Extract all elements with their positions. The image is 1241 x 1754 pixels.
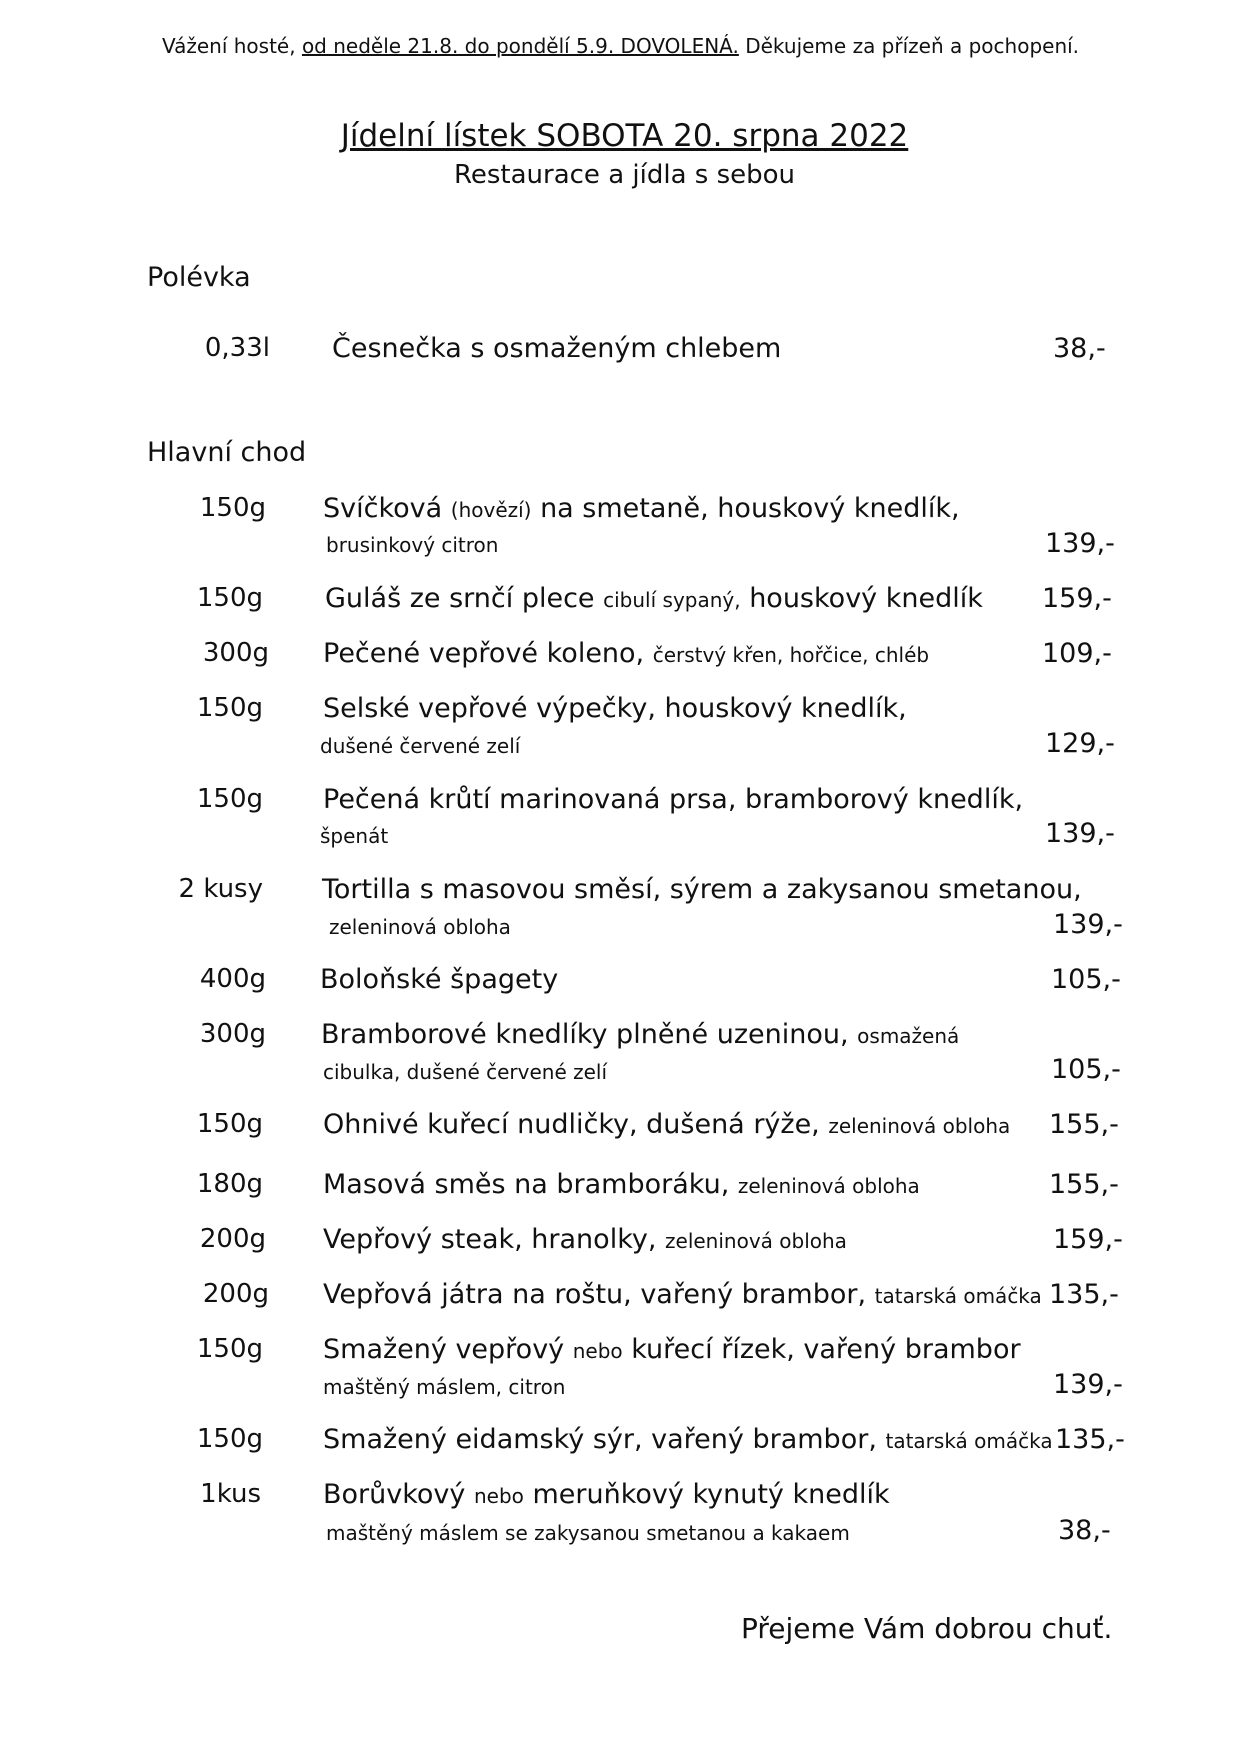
menu-item [0,1224,1241,1264]
item-price: 139,- [1053,909,1123,940]
item-name: Masová směs na bramboráku, zeleninová obloha [323,1169,920,1200]
item-price: 135,- [1049,1279,1119,1310]
item-name: Smažený eidamský sýr, vařený brambor, tatarská omáčka [323,1424,1053,1455]
item-name: Svíčková (hovězí) na smetaně, houskový knedlík, [323,493,960,524]
item-price: 38,- [1058,1515,1111,1546]
item-name: Vepřová játra na roštu, vařený brambor, tatarská omáčka [323,1279,1042,1310]
item-portion: 180g [196,1169,263,1199]
menu-item [0,583,1241,623]
item-name: Selské vepřové výpečky, houskový knedlík, [323,693,907,724]
menu-item [0,874,1241,914]
item-portion: 200g [199,1224,266,1254]
item-portion: 1kus [200,1479,261,1509]
item-name: Smažený vepřový nebo kuřecí řízek, vařený brambor [323,1334,1021,1365]
item-name: Bramborové knedlíky plněné uzeninou, osmažená [321,1019,960,1050]
item-name: Tortilla s masovou směsí, sýrem a zakysanou smetanou, [322,874,1082,905]
item-price: 135,- [1055,1424,1125,1455]
menu-title: Jídelní lístek SOBOTA 20. srpna 2022 [340,118,909,154]
item-name: Ohnivé kuřecí nudličky, dušená rýže, zeleninová obloha [323,1109,1011,1140]
item-portion: 150g [196,1334,263,1364]
item-price: 139,- [1053,1369,1123,1400]
menu-item [0,1109,1241,1149]
menu-subtitle: Restaurace a jídla s sebou [453,160,796,190]
item-price: 105,- [1051,1054,1121,1085]
item-price: 159,- [1042,583,1112,614]
item-portion: 150g [196,784,263,814]
item-portion: 300g [199,1019,266,1049]
soup-heading: Polévka [147,262,251,293]
item-description: brusinkový citron [326,533,499,557]
item-name: Pečené vepřové koleno, čerstvý křen, hořčice, chléb [323,638,930,669]
vacation-notice [0,34,1241,58]
menu-item [0,493,1241,533]
item-portion: 300g [202,638,269,668]
item-name: Vepřový steak, hranolky, zeleninová obloha [323,1224,847,1255]
main-course-heading: Hlavní chod [147,437,307,468]
item-portion: 0,33l [204,333,270,363]
item-description: cibulka, dušené červené zelí [323,1060,608,1084]
menu-item [0,1479,1241,1519]
item-price: 159,- [1053,1224,1123,1255]
item-description: dušené červené zelí [320,734,521,758]
item-name: Česnečka s osmaženým chlebem [332,333,782,364]
item-description: maštěný máslem, citron [323,1375,566,1399]
item-price: 129,- [1045,728,1115,759]
menu-item [0,1424,1241,1464]
menu-item [0,1334,1241,1374]
item-price: 155,- [1049,1109,1119,1140]
item-name: Pečená krůtí marinovaná prsa, bramborový knedlík, [323,784,1024,815]
item-name: Boloňské špagety [320,964,559,995]
menu-item [0,333,1241,373]
menu-item [0,638,1241,678]
menu-item [0,1019,1241,1059]
item-name: Borůvkový nebo meruňkový kynutý knedlík [323,1479,890,1510]
menu-item [0,1169,1241,1209]
item-portion: 150g [196,1109,263,1139]
item-price: 139,- [1045,818,1115,849]
item-name: Guláš ze srnčí plece cibulí sypaný, houskový knedlík [325,583,983,614]
item-portion: 150g [199,493,266,523]
closing-wish: Přejeme Vám dobrou chuť. [741,1612,1113,1645]
notice-thanks: Děkujeme za přízeň a pochopení. [738,34,1080,58]
item-description: zeleninová obloha [329,915,511,939]
item-description: špenát [320,824,389,848]
item-portion: 150g [196,583,263,613]
item-price: 105,- [1051,964,1121,995]
item-portion: 150g [196,693,263,723]
menu-item [0,1279,1241,1319]
item-portion: 2 kusy [178,874,263,904]
item-portion: 150g [196,1424,263,1454]
item-description: maštěný máslem se zakysanou smetanou a kakaem [326,1521,850,1545]
notice-dates: od neděle 21.8. do pondělí 5.9. DOVOLENÁ. [301,34,739,58]
item-price: 155,- [1049,1169,1119,1200]
notice-greeting: Vážení hosté, [161,34,302,58]
menu-item [0,964,1241,1004]
item-price: 38,- [1053,333,1106,364]
item-price: 109,- [1042,638,1112,669]
item-price: 139,- [1045,528,1115,559]
item-portion: 200g [202,1279,269,1309]
menu-item [0,693,1241,733]
item-portion: 400g [199,964,266,994]
